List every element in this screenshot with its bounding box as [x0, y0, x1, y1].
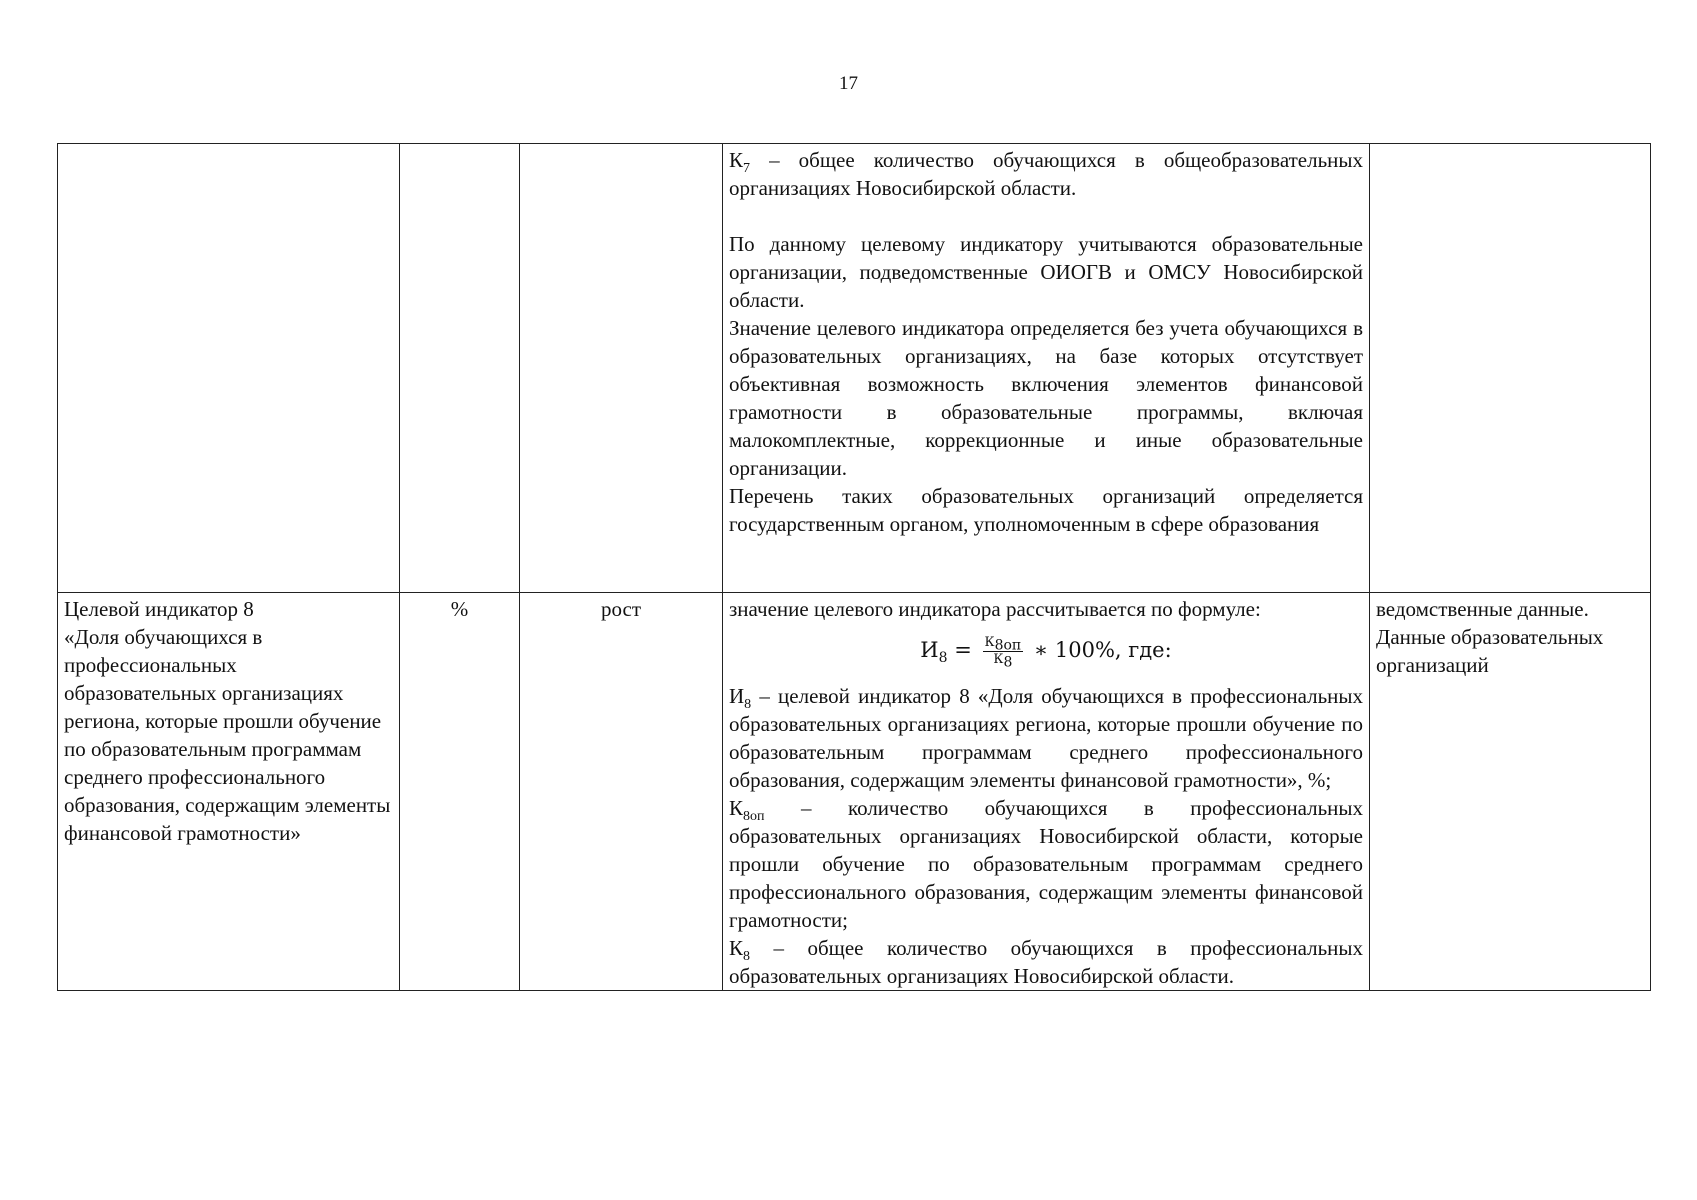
methodology-cell [723, 593, 1370, 991]
indicator-name-cell [58, 144, 400, 593]
k8-definition: $К_8$ – общее количество обучающихся в профессиональных образовательных организациях Новосибирской области. [729, 936, 1363, 988]
methodology-paragraph: Перечень таких образовательных организаций определяется государственным органом, уполномоченным в сфере образования [729, 484, 1363, 536]
formula-intro: значение целевого индикатора рассчитывается по формуле: [729, 597, 1261, 621]
indicator-name-cell [58, 593, 400, 991]
source-cell: ведомственные данные. Данные образовательных организаций [1370, 593, 1651, 991]
page-number: 17 [839, 73, 858, 94]
k7-definition: $К_7$ – общее количество обучающихся в общеобразовательных организациях Новосибирской области. [729, 148, 1363, 200]
indicator-title: Целевой индикатор 8 [64, 597, 254, 621]
trend-cell: рост [520, 593, 723, 991]
k8op-definition: $К_{8оп}$ – количество обучающихся в профессиональных образовательных организациях Новосибирской области, которые прошли обучение по образовательным программам среднего профессионального образования, содержащим элементы финансовой грамотности; [729, 796, 1363, 932]
trend-cell [520, 144, 723, 593]
formula-fraction: $\frac{К_{8оп}}{К_8}$ [984, 635, 1022, 671]
source-cell [1370, 144, 1651, 593]
table-row [58, 593, 1651, 991]
i8-definition: $И_8$ – целевой индикатор 8 «Доля обучающихся в профессиональных образовательных организациях региона, которые прошли обучение по образовательным программам среднего профессионального образования, содержащим элементы финансовой грамотности», %; [729, 684, 1363, 792]
unit-cell: % [400, 593, 520, 991]
indicators-table [57, 143, 1651, 991]
indicator-description: «Доля обучающихся в профессиональных образовательных организациях региона, которые прошли обучение по образовательным программам среднего профессионального образования, содержащим элементы финансовой грамотности» [64, 625, 391, 845]
table-row [58, 144, 1651, 593]
methodology-paragraph: Значение целевого индикатора определяется без учета обучающихся в образовательных организациях, на базе которых отсутствует объективная возможность включения элементов финансовой грамотности в образовательные программы, включая малокомплектные, коррекционные и иные образовательные организации. [729, 316, 1363, 480]
methodology-cell [723, 144, 1370, 593]
unit-cell [400, 144, 520, 593]
formula: $И_8$ = $\frac{К_{8оп}}{К_8}$ ∗ 100%, где: [920, 635, 1172, 671]
methodology-paragraph: По данному целевому индикатору учитываются образовательные организации, подведомственные ОИОГВ и ОМСУ Новосибирской области. [729, 232, 1363, 312]
